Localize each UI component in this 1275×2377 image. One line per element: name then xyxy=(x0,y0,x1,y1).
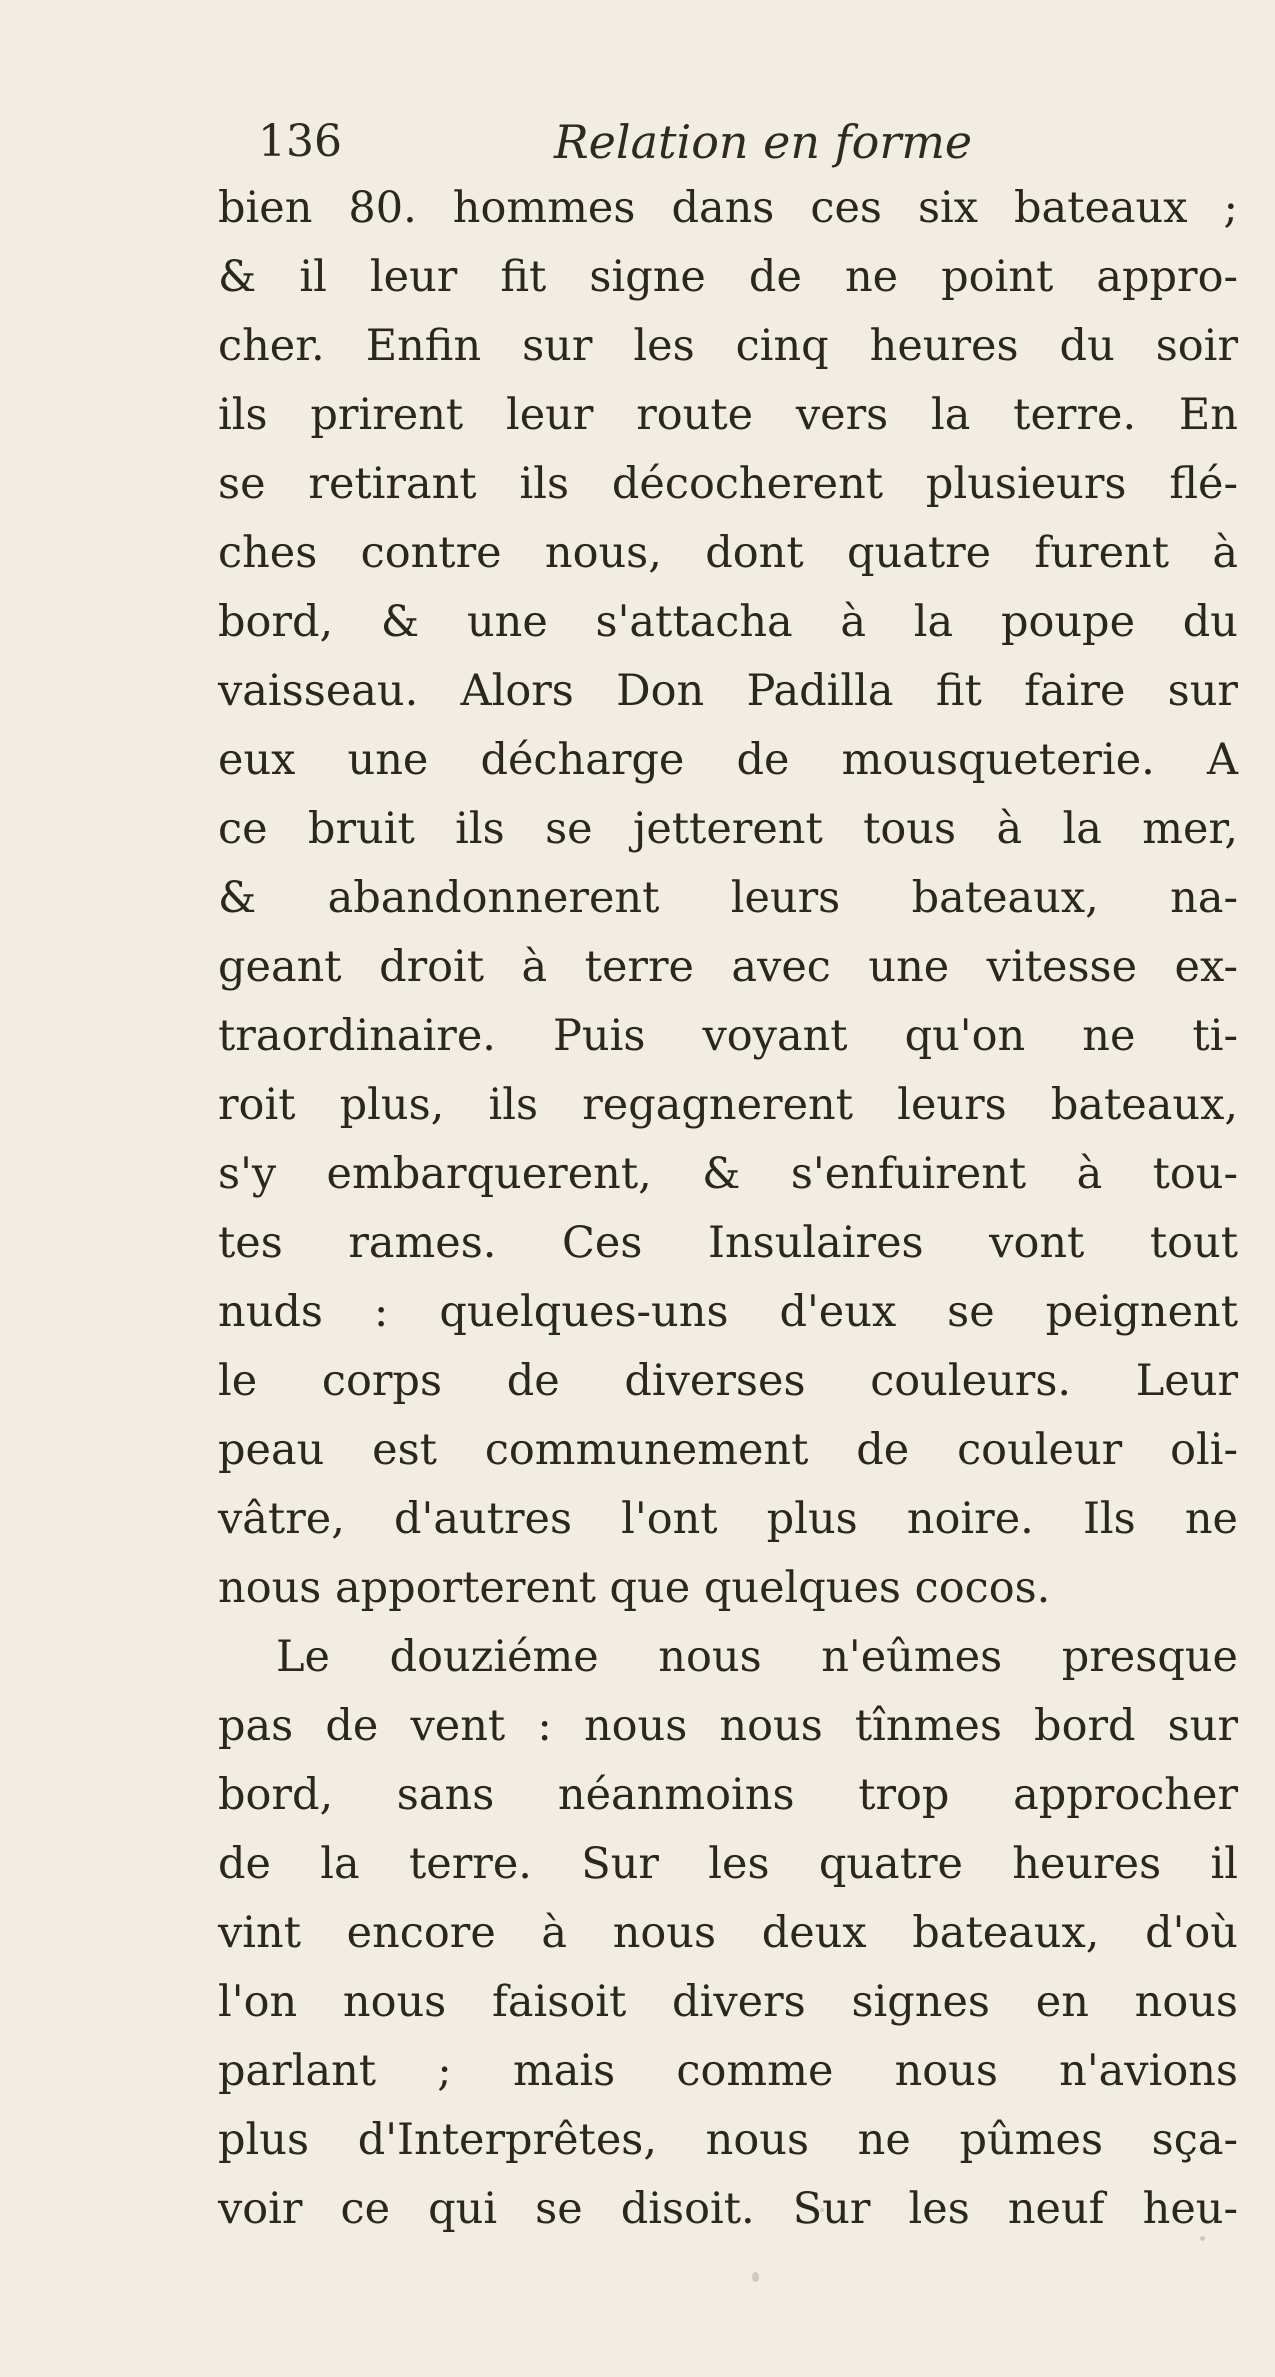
text-line: plus d'Interprêtes, nous ne pûmes sça- xyxy=(218,2115,1238,2165)
text-line: le corps de diverses couleurs. Leur xyxy=(218,1356,1238,1406)
text-line: bien 80. hommes dans ces six bateaux ; xyxy=(218,183,1238,233)
paragraph-first-line: Le douziéme nous n'eûmes presque xyxy=(276,1632,1238,1682)
text-line: vâtre, d'autres l'ont plus noire. Ils ne xyxy=(218,1494,1238,1544)
text-line: nous apporterent que quelques cocos. xyxy=(218,1563,1051,1613)
text-line: bord, & une s'attacha à la poupe du xyxy=(218,597,1238,647)
text-line: voir ce qui se disoit. Sur les neuf heu- xyxy=(218,2184,1238,2234)
text-line: de la terre. Sur les quatre heures il xyxy=(218,1839,1238,1889)
running-title: Relation en forme xyxy=(554,115,973,169)
text-line: eux une décharge de mousqueterie. A xyxy=(218,735,1238,785)
text-line: & abandonnerent leurs bateaux, na- xyxy=(218,873,1238,923)
ink-speck xyxy=(820,2208,824,2212)
text-line: s'y embarquerent, & s'enfuirent à tou- xyxy=(218,1149,1238,1199)
page-number: 136 xyxy=(258,116,342,167)
text-line: vaisseau. Alors Don Padilla fit faire sur xyxy=(218,666,1238,716)
text-line: ce bruit ils se jetterent tous à la mer, xyxy=(218,804,1238,854)
body-text xyxy=(218,174,1238,2244)
text-line: cher. Enfin sur les cinq heures du soir xyxy=(218,321,1238,371)
text-line: peau est communement de couleur oli- xyxy=(218,1425,1238,1475)
text-line: l'on nous faisoit divers signes en nous xyxy=(218,1977,1238,2027)
text-line: bord, sans néanmoins trop approcher xyxy=(218,1770,1238,1820)
page-header xyxy=(258,112,1218,172)
text-line: se retirant ils décocherent plusieurs flé- xyxy=(218,459,1238,509)
text-line: traordinaire. Puis voyant qu'on ne ti- xyxy=(218,1011,1238,1061)
ink-speck xyxy=(752,2272,759,2282)
text-line: tes rames. Ces Insulaires vont tout xyxy=(218,1218,1238,1268)
text-line: nuds : quelques-uns d'eux se peignent xyxy=(218,1287,1238,1337)
text-line: ils prirent leur route vers la terre. En xyxy=(218,390,1238,440)
text-line: ches contre nous, dont quatre furent à xyxy=(218,528,1238,578)
text-line: & il leur fit signe de ne point appro- xyxy=(218,252,1238,302)
text-line: geant droit à terre avec une vitesse ex- xyxy=(218,942,1238,992)
text-line: pas de vent : nous nous tînmes bord sur xyxy=(218,1701,1238,1751)
text-line: parlant ; mais comme nous n'avions xyxy=(218,2046,1238,2096)
ink-speck xyxy=(1200,2236,1205,2241)
text-line: vint encore à nous deux bateaux, d'où xyxy=(218,1908,1238,1958)
text-line: roit plus, ils regagnerent leurs bateaux, xyxy=(218,1080,1238,1130)
